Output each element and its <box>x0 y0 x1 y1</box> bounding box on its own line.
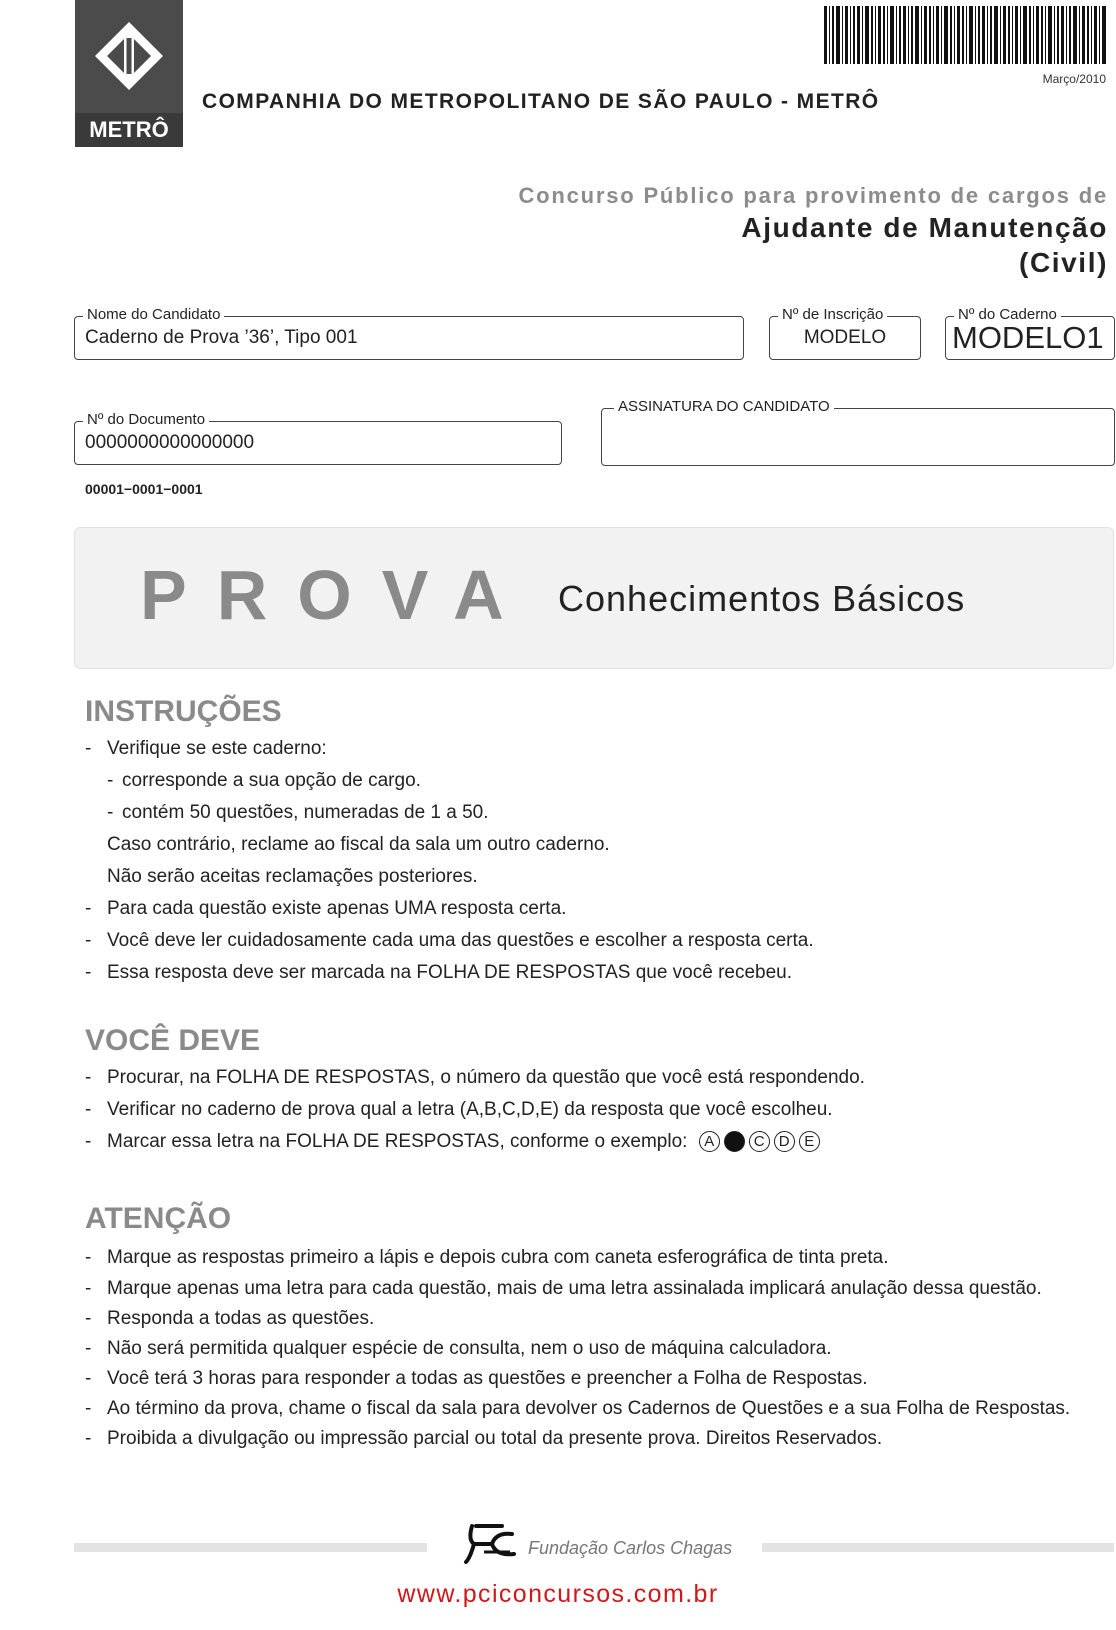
metro-diamond-icon <box>93 20 165 92</box>
bullet-dash: - <box>85 898 92 919</box>
site-link[interactable]: www.pciconcursos.com.br <box>397 1580 719 1608</box>
atencao-item: Marque apenas uma letra para cada questão, mais de uma letra assinalada implicará anulação dessa questão. <box>107 1278 1042 1299</box>
candidate-name-value: Caderno de Prova ’36’, Tipo 001 <box>85 327 358 348</box>
atencao-item: Marque as respostas primeiro a lápis e depois cubra com caneta esferográfica de tinta preta. <box>107 1247 889 1268</box>
date-label: Março/2010 <box>1042 72 1106 86</box>
voce-deve-item: Procurar, na FOLHA DE RESPOSTAS, o número da questão que você está respondendo. <box>107 1067 865 1088</box>
fcc-logo-icon <box>462 1522 516 1566</box>
bubble-c-icon: C <box>749 1131 770 1152</box>
bullet-dash: - <box>85 738 92 759</box>
fcc-name: Fundação Carlos Chagas <box>528 1538 733 1558</box>
example-text: Marcar essa letra na FOLHA DE RESPOSTAS, conforme o exemplo: <box>107 1131 688 1152</box>
cargo-title-line2: (Civil) <box>1019 247 1108 278</box>
document-number-field[interactable] <box>74 411 562 465</box>
bullet-dash: - <box>85 1067 92 1088</box>
booklet-number-label: Nº do Caderno <box>954 306 1061 323</box>
document-number-value: 0000000000000000 <box>85 432 255 453</box>
prova-word: PROVA <box>140 556 534 634</box>
voce-deve-title: VOCÊ DEVE <box>85 1024 261 1057</box>
bubble-e-icon: E <box>799 1131 820 1152</box>
candidate-name-field[interactable] <box>74 306 744 360</box>
bullet-dash: - <box>85 1428 92 1449</box>
document-number-label: Nº do Documento <box>83 411 209 428</box>
instrucao-note: Não serão aceitas reclamações posteriores. <box>107 866 478 887</box>
atencao-item: Não será permitida qualquer espécie de consulta, nem o uso de máquina calculadora. <box>107 1338 832 1359</box>
atencao-title: ATENÇÃO <box>85 1202 232 1235</box>
bullet-dash: - <box>85 1398 92 1419</box>
instrucao-subitem: contém 50 questões, numeradas de 1 a 50. <box>122 802 489 823</box>
metro-logo <box>75 0 183 147</box>
bullet-dash: - <box>85 1247 92 1268</box>
atencao-item: Proibida a divulgação ou impressão parcial ou total da presente prova. Direitos Reservados. <box>107 1428 883 1449</box>
booklet-number-field[interactable] <box>945 306 1115 360</box>
bubble-d-icon: D <box>774 1131 795 1152</box>
inscription-value: MODELO <box>803 327 887 348</box>
atencao-item: Você terá 3 horas para responder a todas as questões e preencher a Folha de Respostas. <box>107 1368 868 1389</box>
signature-field[interactable] <box>601 398 1115 466</box>
instrucao-item: Verifique se este caderno: <box>107 738 327 759</box>
instrucao-item: Essa resposta deve ser marcada na FOLHA DE RESPOSTAS que você recebeu. <box>107 962 793 983</box>
booklet-number-value: MODELO1 <box>952 320 1104 355</box>
bullet-dash: - <box>85 1278 92 1299</box>
footer-bar-left <box>74 1543 427 1552</box>
booklet-code: 00001−0001−0001 <box>85 481 203 497</box>
bullet-dash: - <box>85 1308 92 1329</box>
logo-label: METRÔ <box>75 113 183 147</box>
voce-deve-item: Verificar no caderno de prova qual a letra (A,B,C,D,E) da resposta que você escolheu. <box>107 1099 833 1120</box>
inscription-field[interactable] <box>769 306 921 360</box>
signature-label: ASSINATURA DO CANDIDATO <box>614 398 834 415</box>
barcode-icon <box>824 6 1108 64</box>
instrucao-item: Para cada questão existe apenas UMA resposta certa. <box>107 898 567 919</box>
voce-deve-item-example <box>107 1131 820 1153</box>
bullet-dash: - <box>85 1338 92 1359</box>
bubble-a-icon: A <box>699 1131 720 1152</box>
answer-example-bubbles <box>699 1131 820 1152</box>
bullet-dash: - <box>107 770 114 791</box>
cargo-title-line1: Ajudante de Manutenção <box>741 212 1108 243</box>
instrucao-note: Caso contrário, reclame ao fiscal da sala um outro caderno. <box>107 834 610 855</box>
concurso-title: Concurso Público para provimento de cargos de <box>518 183 1108 208</box>
atencao-item: Ao término da prova, chame o fiscal da sala para devolver os Cadernos de Questões e a sua Folha de Respostas. <box>107 1398 1071 1419</box>
instrucoes-title: INSTRUÇÕES <box>85 695 282 728</box>
bullet-dash: - <box>85 962 92 983</box>
bullet-dash: - <box>85 930 92 951</box>
prova-subject: Conhecimentos Básicos <box>558 578 966 619</box>
instrucao-subitem: corresponde a sua opção de cargo. <box>122 770 421 791</box>
bullet-dash: - <box>85 1099 92 1120</box>
atencao-item: Responda a todas as questões. <box>107 1308 375 1329</box>
candidate-name-label: Nome do Candidato <box>83 306 224 323</box>
bubble-filled-icon <box>724 1131 745 1152</box>
footer-bar-right <box>762 1543 1114 1552</box>
bullet-dash: - <box>85 1368 92 1389</box>
company-name: COMPANHIA DO METROPOLITANO DE SÃO PAULO - METRÔ <box>202 90 880 113</box>
inscription-label: Nº de Inscrição <box>778 306 887 323</box>
instrucao-item: Você deve ler cuidadosamente cada uma das questões e escolher a resposta certa. <box>107 930 814 951</box>
bullet-dash: - <box>107 802 114 823</box>
bullet-dash: - <box>85 1131 92 1152</box>
